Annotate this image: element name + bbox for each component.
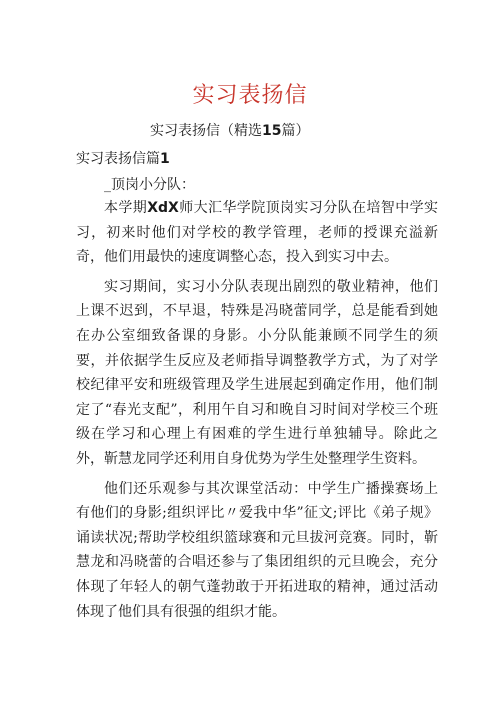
salutation: _顶岗小分队：: [104, 177, 195, 193]
paragraph-2-text: 实习期间，实习小分队表现出剧烈的敬业精神，他们上课不迟到，不早退，特殊是冯晓蕾同学，总是能看到她在办公室细致备课的身影。小分队能兼顾不同学生的须要，并依据学生反应及老师指导调整教学方式，为了对学校纪律平安和班级管理及学生进展起到确定作用，他们制定了“春光支配”，利用午自习和晚自习时间对学校三个班级在学习和心理上有困难的学生进行单独辅导。除此之外，靳慧龙同学还利用自身优势为学生处整理学生资料。: [76, 278, 438, 467]
document-subtitle: [150, 120, 309, 140]
document-title: 实习表扬信: [192, 83, 308, 108]
subtitle-count: 15: [262, 123, 282, 139]
paragraph-2: [76, 275, 438, 472]
letter-body: [76, 196, 438, 629]
subtitle-suffix: 篇）: [281, 123, 310, 139]
paragraph-3: [76, 477, 438, 625]
paragraph-1-prefix: 本学期: [104, 200, 148, 216]
paragraph-1-bold: XdX: [147, 200, 179, 216]
paragraph-1-text: 师大汇华学院顶岗实习分队在培智中学实习，初来时他们对学校的教学管理，老师的授课充溢新奇，他们用最快的速度调整心态，投入到实习中去。: [76, 200, 439, 266]
section-heading-number: 1: [160, 151, 170, 167]
paragraph-1: [76, 196, 438, 270]
subtitle-prefix: 实习表扬信（精选: [150, 123, 262, 139]
section-heading-text: 实习表扬信篇: [76, 151, 160, 167]
section-heading: [76, 148, 170, 168]
paragraph-3-text: 他们还乐观参与其次课堂活动：中学生广播操赛场上有他们的身影;组织评比〃爱我中华”征文;评比《弟子规》诵读状况;帮助学校组织篮球赛和元旦拔河竞赛。同时，靳慧龙和冯晓蕾的合唱还参与了集团组织的元旦晚会，充分体现了年轻人的朝气蓬勃敢于开拓进取的精神，通过活动体现了他们具有很强的组织才能。: [76, 480, 438, 620]
